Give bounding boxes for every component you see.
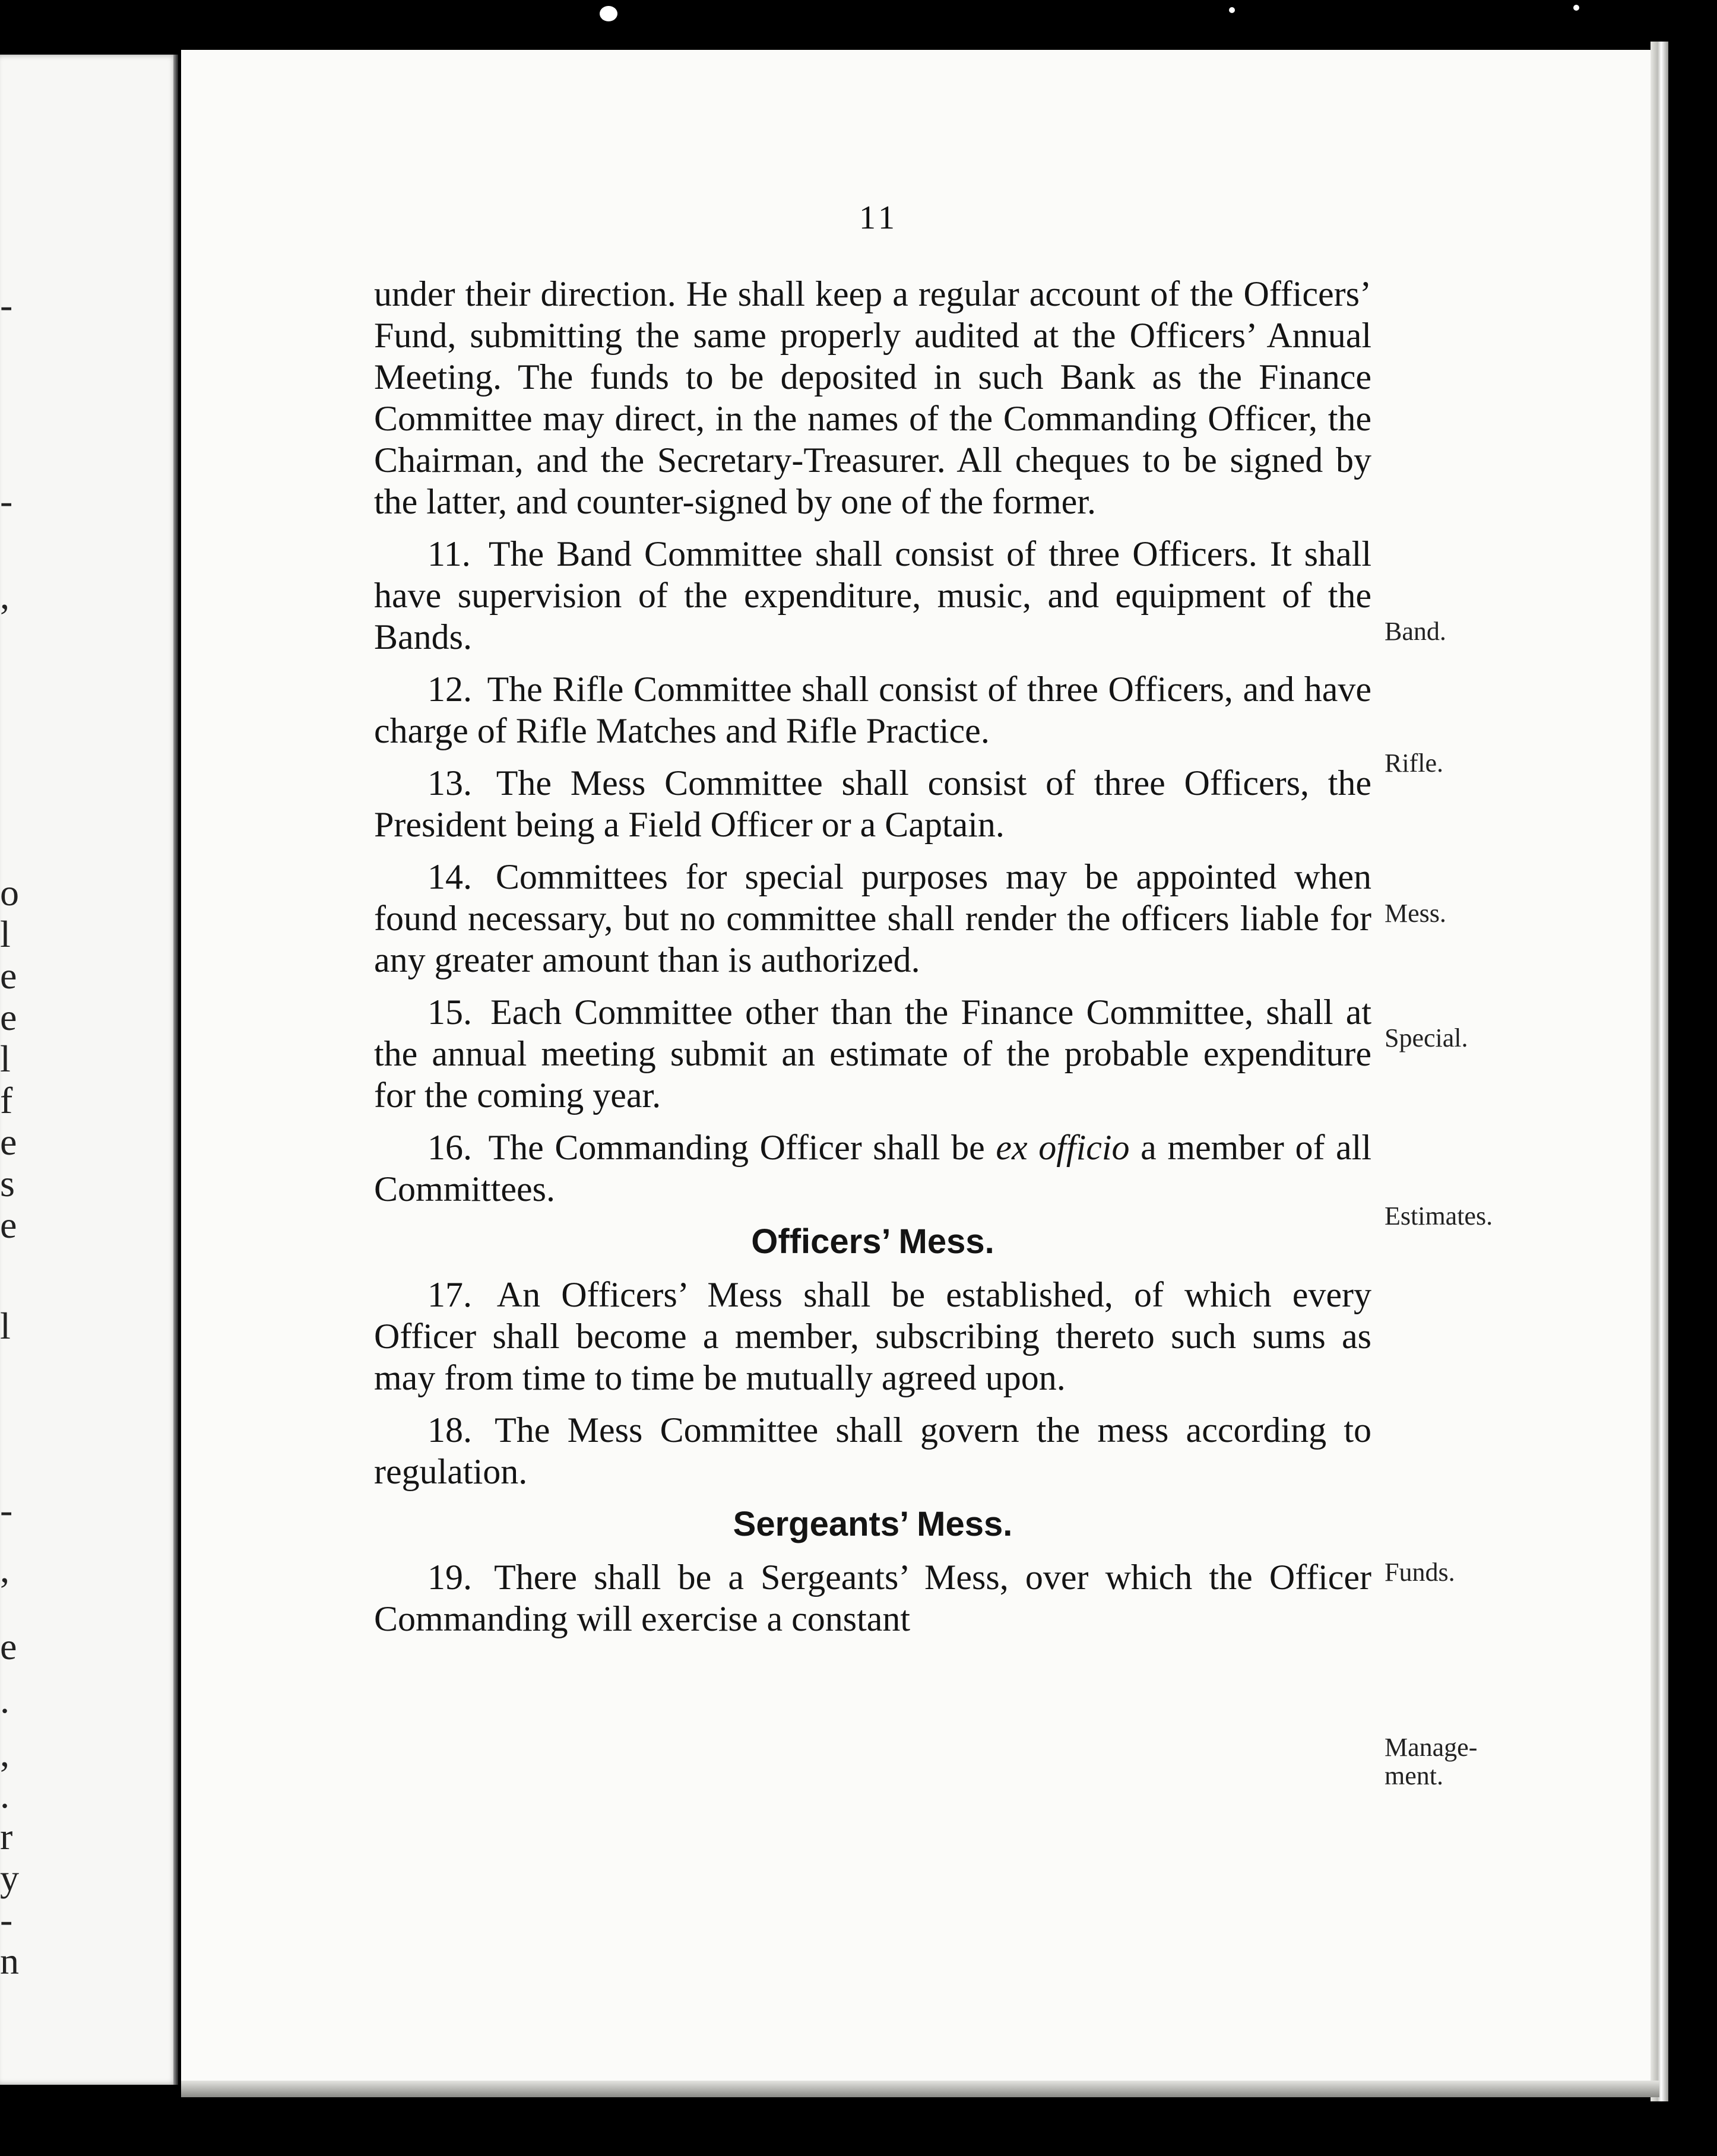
side-note-band: Band. [1385,617,1446,646]
fragment: - [0,1898,13,1941]
sergeants-mess-heading: Sergeants’ Mess. [733,1505,1013,1543]
side-note-special: Special. [1385,1023,1468,1052]
paragraph-number: 16. [427,1128,472,1167]
paragraph-italic-text: ex officio [996,1128,1130,1167]
paragraph-number: 14. [427,857,472,896]
fragment: f [0,1079,13,1121]
fragment: , [0,1732,9,1774]
side-note-management: Manage- ment. [1385,1733,1478,1790]
fragment: l [0,1038,11,1080]
paragraph-13 [374,762,1371,845]
fragment: l [0,1305,11,1347]
fragment: s [0,1162,15,1204]
fragment: e [0,1121,17,1163]
fragment: . [0,1679,9,1721]
fragment: - [0,1489,13,1531]
page-number: 11 [859,199,898,236]
side-note-rifle: Rifle. [1385,749,1443,778]
fragment: e [0,955,17,997]
paragraph-number: 15. [427,993,472,1032]
paragraph-14 [374,856,1371,981]
paragraph-text: There shall be a Sergeants’ Mess, over which the Officer Commanding will exercise a constant [374,1558,1371,1638]
page-bottom-edge [181,2081,1659,2097]
paragraph-text: The Commanding Officer shall be [488,1128,996,1167]
paragraph-number: 13. [427,763,472,803]
paragraph-text: under their direction. He shall keep a regular account of the Officers’ Fund, submitting the same properly audited at the Officers’ Annual Meeting. The funds to be deposited in such Bank as the Finance Committee may direct, in the names of the Commanding Officer, the Chairman, and the Secretary-Treasurer. All cheques to be signed by the latter, and counter-signed by one of the former. [374,274,1371,521]
officers-mess-heading: Officers’ Mess. [751,1222,994,1261]
paragraph-text: The Band Committee shall consist of three Officers. It shall have supervision of the expenditure, music, and equipment of the Bands. [374,534,1371,657]
paragraph-text: a member of all Committees. [374,1128,1372,1209]
paragraph-text: Committees for special purposes may be appointed when found necessary, but no committee shall render the officers liable for any greater amount than is authorized. [374,857,1372,979]
side-note-estimates: Estimates. [1385,1201,1493,1231]
scan-speck [600,6,617,21]
fragment: - [0,480,13,522]
facing-page-fragments [0,55,178,2085]
fragment: e [0,1625,17,1667]
paragraph-17 [374,1274,1371,1399]
paragraph-text: The Rifle Committee shall consist of three Officers, and have charge of Rifle Matches and Rifle Practice. [374,670,1371,750]
page-edge [1651,42,1668,2101]
paragraph-number: 12. [427,670,472,709]
paragraph-18 [374,1409,1371,1492]
paragraph-text: The Mess Committee shall govern the mess according to regulation. [374,1410,1371,1491]
fragment: - [0,284,13,326]
fragment: , [0,575,9,617]
paragraph-number: 11. [427,534,471,573]
fragment: e [0,1204,17,1246]
side-note-funds: Funds. [1385,1558,1455,1587]
paragraph-number: 19. [427,1558,472,1597]
page-body [374,273,1371,1650]
gutter-shadow [173,55,178,2085]
scan-speck [1229,7,1235,13]
facing-page-edge [0,55,178,2085]
fragment: n [0,1940,19,1982]
paragraph-number: 17. [427,1275,472,1314]
fragment: . [0,1774,9,1816]
fragment: l [0,913,11,955]
fragment: o [0,871,19,914]
paragraph-19 [374,1556,1371,1640]
paragraph-15 [374,991,1371,1116]
paragraph-text: The Mess Committee shall consist of three Officers, the President being a Field Officer or a Captain. [374,763,1372,844]
paragraph-12 [374,668,1371,752]
paragraph [374,273,1371,522]
fragment: e [0,996,17,1038]
paragraph-16 [374,1127,1371,1210]
scan-speck [1573,5,1579,11]
paragraph-text: Each Committee other than the Finance Committee, shall at the annual meeting submit an estimate of the probable expenditure for the coming year. [374,993,1372,1115]
side-note-mess: Mess. [1385,899,1446,928]
paragraph-11 [374,533,1371,658]
fragment: y [0,1857,19,1899]
paragraph-text: An Officers’ Mess shall be established, of which every Officer shall become a member, subscribing thereto such sums as may from time to time be mutually agreed upon. [374,1275,1371,1397]
fragment: , [0,1548,9,1590]
paragraph-number: 18. [427,1410,472,1450]
fragment: r [0,1815,13,1857]
